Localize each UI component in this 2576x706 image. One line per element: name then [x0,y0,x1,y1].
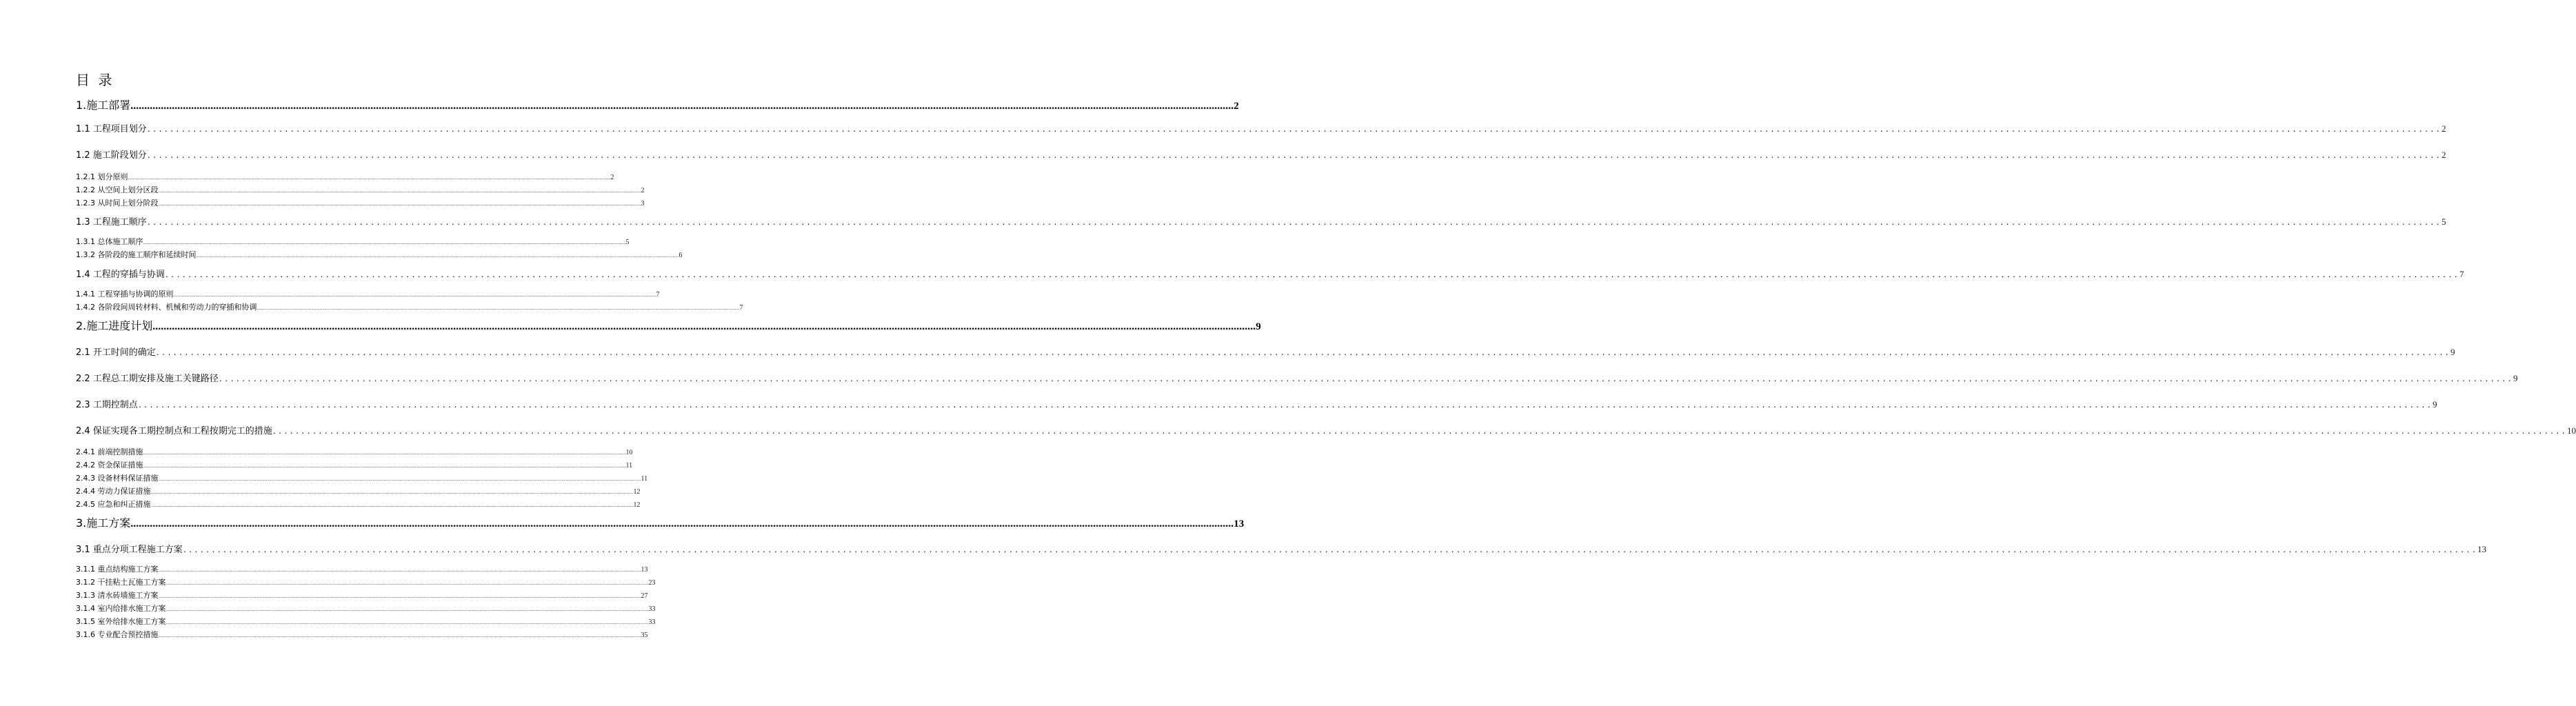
toc-page-number: 9 [2433,399,2437,410]
toc-subsection-entry [76,198,645,209]
toc-entry-label: 1.2.1 划分原则 [76,172,128,181]
toc-page-number: 7 [739,304,743,312]
toc-dot-leader: ................................................................................................................................................................................................................................................................................................................................................................................................................ [150,503,634,508]
toc-dot-leader: ................................................................................................................................................................................................................................................................................................................................................................................................................ [165,581,649,586]
toc-entry-label: 2.1 开工时间的确定 [76,347,156,358]
toc-dot-leader: ................................................................................................................................................................................................................................................................................................................................................................................................................ [164,272,2460,279]
toc-dot-leader: ................................................................................................................................................................................................................................................................................................................................................................................................................ [158,594,641,599]
toc-entry-label: 2.4.3 设备材料保证措施 [76,474,159,483]
toc-dot-leader: ................................................................................................................................................................................................................................................................................................................................................................................................................ [143,240,626,245]
toc-page-number: 6 [678,252,683,259]
toc-subsection-entry [76,250,683,261]
toc-title: 目 录 [76,72,114,88]
toc-page-number: 7 [656,291,660,299]
toc-dot-leader: ................................................................................................................................................................................................................................................................................................................................................................................................................ [146,126,2442,134]
toc-page-number: 23 [648,579,656,587]
toc-subsection-entry [76,577,656,588]
toc-dot-leader: ................................................................................................................................................................................................................................................................................................................................................................................................................ [130,100,1234,112]
toc-entry-label: 1.4.1 工程穿插与协调的原则 [76,290,174,299]
toc-entry-label: 3.施工方案 [76,516,131,530]
toc-dot-leader: ................................................................................................................................................................................................................................................................................................................................................................................................................ [146,152,2442,160]
toc-section-entry [76,398,2437,412]
toc-entry-label: 1.3.2 各阶段的施工顺序和延续时间 [76,250,197,259]
toc-entry-label: 2.施工进度计划 [76,319,153,332]
toc-page-number: 11 [625,462,633,470]
toc-dot-leader: ................................................................................................................................................................................................................................................................................................................................................................................................................ [152,321,1256,332]
toc-subsection-entry [76,289,660,300]
toc-dot-leader: ................................................................................................................................................................................................................................................................................................................................................................................................................ [272,428,2568,436]
toc-dot-leader: ................................................................................................................................................................................................................................................................................................................................................................................................................ [143,450,626,456]
toc-section-entry [76,148,2446,162]
toc-dot-leader: ................................................................................................................................................................................................................................................................................................................................................................................................................ [158,633,641,638]
toc-section-entry [76,122,2446,136]
toc-page-number: 9 [2513,373,2518,383]
toc-subsection-entry [76,590,648,601]
toc-entry-label: 1.3.1 总体施工顺序 [76,237,143,246]
toc-page-number: 33 [648,605,656,613]
toc-page-number: 5 [2442,216,2446,227]
toc-page-number: 9 [2451,347,2455,357]
toc-dot-leader: ................................................................................................................................................................................................................................................................................................................................................................................................................ [196,253,679,259]
toc-page-number: 11 [641,475,648,483]
toc-dot-leader: ................................................................................................................................................................................................................................................................................................................................................................................................................ [155,350,2451,357]
toc-dot-leader: ................................................................................................................................................................................................................................................................................................................................................................................................................ [128,175,611,181]
toc-entry-label: 3.1 重点分项工程施工方案 [76,545,183,555]
toc-entry-label: 3.1.3 清水砖墙施工方案 [76,591,159,600]
toc-entry-label: 2.4.4 劳动力保证措施 [76,487,151,496]
toc-dot-leader: ................................................................................................................................................................................................................................................................................................................................................................................................................ [130,518,1234,530]
toc-dot-leader: ................................................................................................................................................................................................................................................................................................................................................................................................................ [137,402,2433,410]
toc-entry-label: 3.1.1 重点结构施工方案 [76,565,159,574]
toc-page-number: 13 [2477,544,2487,554]
toc-subsection-entry [76,629,648,641]
toc-entry-label: 1.1 工程项目划分 [76,124,147,134]
toc-dot-leader: ................................................................................................................................................................................................................................................................................................................................................................................................................ [165,620,649,625]
toc-subsection-entry [76,564,648,575]
toc-entry-label: 3.1.6 专业配合预控措施 [76,630,159,639]
toc-page-number: 33 [648,618,656,626]
toc-subsection-entry [76,486,641,497]
toc-page-number: 2 [2442,123,2446,134]
toc-dot-leader: ................................................................................................................................................................................................................................................................................................................................................................................................................ [158,476,641,482]
toc-page-number: 2 [2442,150,2446,160]
toc-subsection-entry [76,616,656,627]
toc-dot-leader: ................................................................................................................................................................................................................................................................................................................................................................................................................ [158,201,641,207]
toc-dot-leader: ................................................................................................................................................................................................................................................................................................................................................................................................................ [173,292,656,298]
toc-dot-leader: ................................................................................................................................................................................................................................................................................................................................................................................................................ [256,305,740,311]
toc-dot-leader: ................................................................................................................................................................................................................................................................................................................................................................................................................ [158,567,641,573]
toc-section-entry [76,424,2576,438]
toc-page-number: 9 [1256,321,1261,332]
toc-page-number: 27 [641,592,648,600]
toc-section-entry [76,372,2518,385]
toc-section-entry [76,268,2464,281]
toc-page-number: 2 [1234,101,1239,112]
toc-section-entry [76,215,2446,229]
toc-page-number: 5 [625,239,630,246]
toc-entry-label: 3.1.5 室外给排水施工方案 [76,617,166,626]
toc-chapter-entry [76,318,1261,334]
toc-section-entry [76,543,2487,556]
toc-dot-leader: ................................................................................................................................................................................................................................................................................................................................................................................................................ [165,607,649,612]
toc-page-number: 2 [610,174,614,181]
toc-subsection-entry [76,473,648,484]
toc-entry-label: 3.1.4 室内给排水施工方案 [76,604,166,613]
toc-subsection-entry [76,172,614,183]
toc-entry-label: 1.3 工程施工顺序 [76,217,147,228]
toc-chapter-entry [76,515,1245,532]
toc-entry-label: 1.4 工程的穿插与协调 [76,270,165,280]
toc-entry-label: 2.4 保证实现各工期控制点和工程按期完工的措施 [76,426,272,436]
toc-page-number: 7 [2459,269,2464,279]
toc-dot-leader: ................................................................................................................................................................................................................................................................................................................................................................................................................ [218,376,2514,383]
toc-entry-label: 2.4.1 前端控制措施 [76,447,143,456]
toc-page-number: 10 [625,449,633,456]
toc-entry-label: 2.4.2 资金保证措施 [76,461,143,470]
toc-page-number: 12 [633,488,641,496]
toc-dot-leader: ................................................................................................................................................................................................................................................................................................................................................................................................................ [158,188,641,194]
toc-subsection-entry [76,603,656,614]
toc-entry-label: 1.2.3 从时间上划分阶段 [76,199,159,208]
toc-subsection-entry [76,499,641,510]
toc-section-entry [76,345,2455,359]
toc-entry-label: 1.2.2 从空间上划分区段 [76,185,159,194]
toc-page-number: 10 [2567,425,2576,436]
toc-entry-label: 2.3 工期控制点 [76,400,138,410]
toc-page-number: 35 [641,632,648,639]
toc-entry-label: 1.施工部署 [76,99,131,112]
toc-entry-label: 2.2 工程总工期安排及施工关键路径 [76,374,219,384]
toc-entry-label: 2.4.5 应急和纠正措施 [76,500,151,509]
toc-subsection-entry [76,460,633,471]
toc-dot-leader: ................................................................................................................................................................................................................................................................................................................................................................................................................ [143,463,626,469]
toc-entry-label: 1.4.2 各阶段间周转材料、机械和劳动力的穿插和协调 [76,303,257,312]
toc-dot-leader: ................................................................................................................................................................................................................................................................................................................................................................................................................ [150,490,634,495]
toc-subsection-entry [76,236,630,248]
toc-page-number: 3 [641,200,645,208]
toc-dot-leader: ................................................................................................................................................................................................................................................................................................................................................................................................................ [182,547,2478,554]
toc-entry-label: 1.2 施工阶段划分 [76,150,147,161]
toc-page-number: 13 [1234,518,1245,530]
toc-subsection-entry [76,447,633,458]
toc-entry-label: 3.1.2 干挂粘土瓦施工方案 [76,578,166,587]
toc-subsection-entry [76,302,743,313]
toc-subsection-entry [76,185,645,196]
toc-chapter-entry [76,97,1239,114]
toc-dot-leader: ................................................................................................................................................................................................................................................................................................................................................................................................................ [146,219,2442,227]
toc-page-number: 13 [641,566,648,574]
toc-page-number: 2 [641,187,645,194]
toc-page-number: 12 [633,501,641,509]
